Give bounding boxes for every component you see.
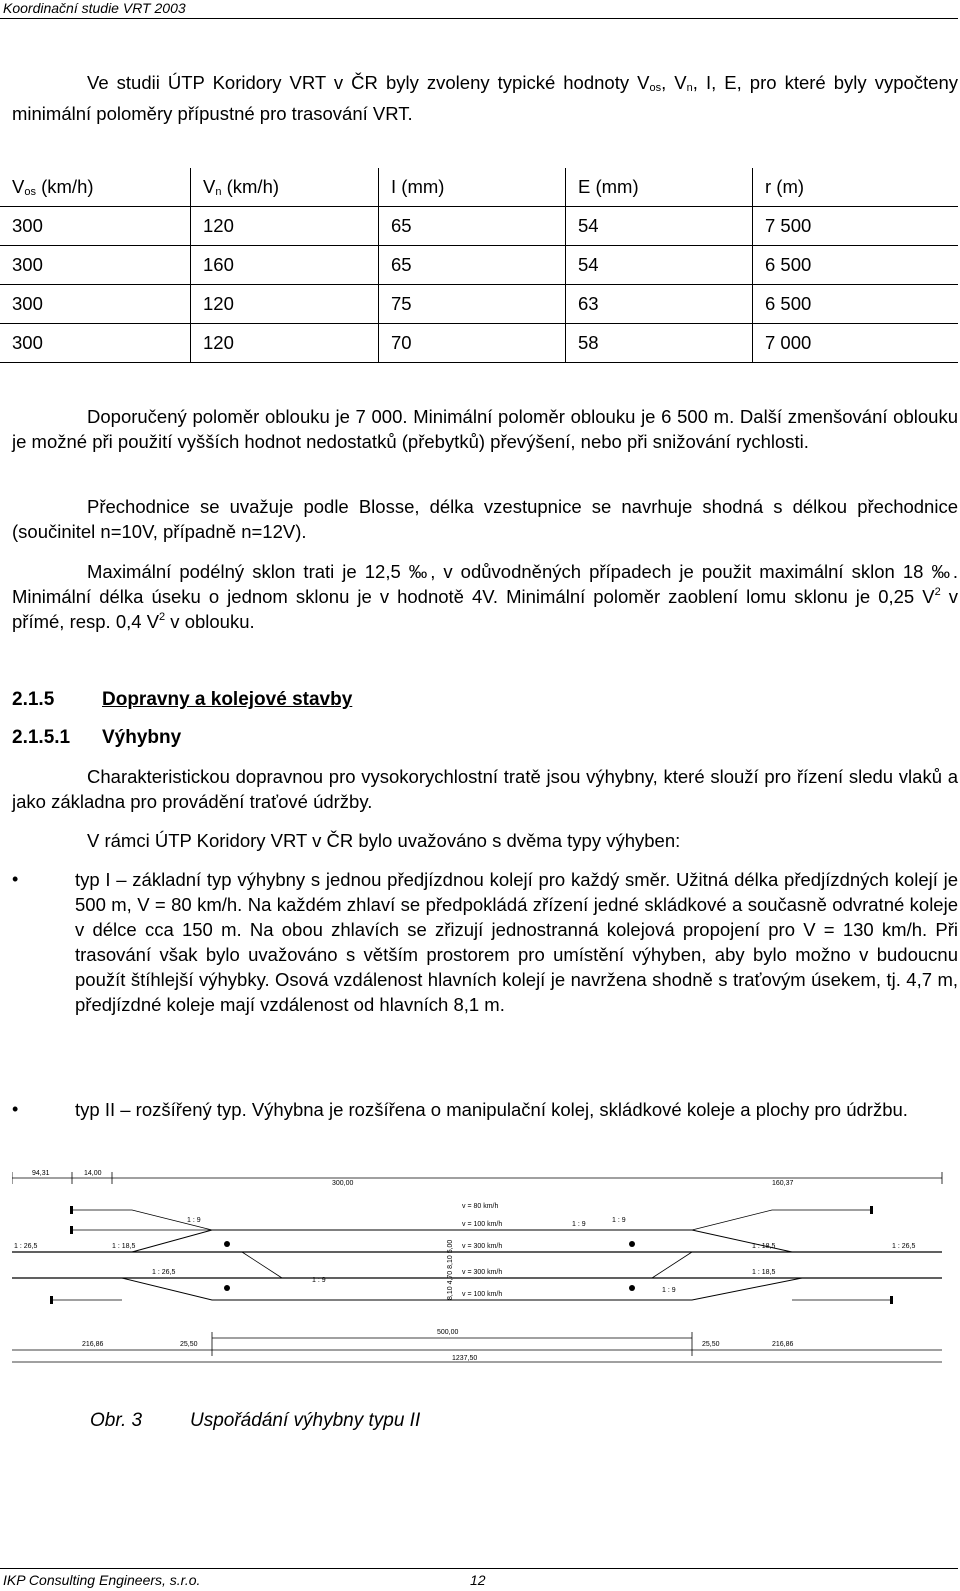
switch-ratio-label: 1 : 18,5 xyxy=(752,1269,776,1276)
header-divider xyxy=(0,18,958,19)
table-header-cell: r (m) xyxy=(753,168,959,207)
table-header-cell: $V_{os}$ (km/h) xyxy=(0,168,191,207)
table-row: 300 160 65 54 6 500 xyxy=(0,246,958,285)
parameters-table xyxy=(0,168,958,363)
dim-label: 94,31 xyxy=(32,1170,50,1177)
switch-ratio-label: 1 : 9 xyxy=(572,1221,586,1228)
speed-label: v = 300 km/h xyxy=(462,1269,503,1276)
table-row: 300 120 70 58 7 000 xyxy=(0,324,958,363)
page-number: 12 xyxy=(470,1572,486,1588)
speed-label: v = 100 km/h xyxy=(462,1291,503,1298)
page-header xyxy=(0,0,960,18)
radius-paragraph: Doporučený poloměr oblouku je 7 000. Minimální poloměr oblouku je 6 500 m. Další zmenšování oblouku je možné při použití vyšších hodnot nedostatků (přebytků) převýšení, nebo při snižování rychlosti. xyxy=(12,406,958,452)
switch-ratio-label: 1 : 9 xyxy=(612,1217,626,1224)
passing-loop-paragraph: Charakteristickou dopravnou pro vysokorychlostní tratě jsou výhybny, které slouží pro řízení sledu vlaků a jako základna pro provádění traťové údržby. xyxy=(12,766,958,812)
list-item-text: typ II – rozšířený typ. Výhybna je rozšířena o manipulační kolej, skládkové koleje a plochy pro údržbu. xyxy=(75,1099,908,1120)
footer-company: IKP Consulting Engineers, s.r.o. xyxy=(3,1572,201,1588)
bullet-icon: • xyxy=(12,869,19,889)
switch-ratio-label: 1 : 9 xyxy=(312,1277,326,1284)
table-header-cell: I (mm) xyxy=(379,168,566,207)
speed-label: v = 80 km/h xyxy=(462,1203,499,1210)
document-title: Koordinační studie VRT 2003 xyxy=(3,0,186,16)
dim-label: 25,50 xyxy=(702,1341,720,1348)
switch-ratio-label: 1 : 18,5 xyxy=(112,1243,136,1250)
dim-label: 300,00 xyxy=(332,1180,354,1187)
transition-paragraph: Přechodnice se uvažuje podle Blosse, délka vzestupnice se navrhuje shodná s délkou přechodnice (součinitel n=10V, případně n=12V). xyxy=(12,496,958,542)
gradient-paragraph: Maximální podélný sklon trati je 12,5 ‰, v odůvodněných případech je použit maximální sklon 18 ‰. Minimální délka úseku o jednom sklonu je v hodnotě 4V. Minimální poloměr zaoblení lomu sklonu je 0,25 $V^2$ v přímé, resp. 0,4 $V^2$ v oblouku. xyxy=(12,561,959,632)
dim-label: 216,86 xyxy=(82,1341,104,1348)
table-header-cell: $V_n$ (km/h) xyxy=(191,168,379,207)
dim-label: 14,00 xyxy=(84,1170,102,1177)
figure-caption-text: Uspořádání výhybny typu II xyxy=(190,1410,421,1431)
dim-label: 500,00 xyxy=(437,1329,459,1336)
types-intro-paragraph: V rámci ÚTP Koridory VRT v ČR bylo uvažováno s dvěma typy výhyben: xyxy=(87,830,681,851)
dim-label: 160,37 xyxy=(772,1180,794,1187)
dim-label: 216,86 xyxy=(772,1341,794,1348)
table-header-row xyxy=(0,168,958,207)
list-item-text: typ I – základní typ výhybny s jednou předjízdnou kolejí pro každý směr. Užitná délka předjízdných kolejí je 500 m, V = 80 km/h. Na každém zhlaví se předpokládá zřízení jedné skládkové a současně odvratné koleje v délce cca 150 m. Na obou zhlavích se zřizují jednostranná kolejová propojení pro V = 130 km/h. Při trasování však bylo uvažováno s větším prostorem pro umístění výhyben, aby bylo možno v budoucnu použít štíhlejší výhybky. Osová vzdálenost hlavních kolejí je navržena shodně s traťovým úsekem, tj. 4,7 m, předjízdné koleje mají vzdálenost od hlavních 8,1 m. xyxy=(75,869,958,1015)
track-spacing-label: 8,10 4,70 8,10 5,00 xyxy=(447,1239,454,1300)
table-row: 300 120 75 63 6 500 xyxy=(0,285,958,324)
switch-ratio-label: 1 : 26,5 xyxy=(152,1269,176,1276)
track-layout-diagram xyxy=(12,1170,952,1370)
dim-label: 1237,50 xyxy=(452,1355,478,1362)
switch-ratio-label: 1 : 9 xyxy=(662,1287,676,1294)
section-heading: 2.1.5 Dopravny a kolejové stavby xyxy=(12,689,353,710)
switch-ratio-label: 1 : 9 xyxy=(187,1217,201,1224)
table-header-cell: E (mm) xyxy=(566,168,753,207)
subsection-heading: 2.1.5.1 Výhybny xyxy=(12,727,182,748)
footer-divider xyxy=(0,1568,958,1569)
intro-paragraph: Ve studii ÚTP Koridory VRT v ČR byly zvoleny typické hodnoty $V_{os}$, $V_n$, I, E, pro které byly vypočteny minimální poloměry přípustné pro trasování VRT. xyxy=(12,72,958,124)
speed-label: v = 100 km/h xyxy=(462,1221,503,1228)
bullet-icon: • xyxy=(12,1099,19,1119)
table-row: 300 120 65 54 7 500 xyxy=(0,207,958,246)
figure-caption-number: Obr. 3 xyxy=(90,1410,143,1431)
switch-ratio-label: 1 : 26,5 xyxy=(14,1243,38,1250)
switch-ratio-label: 1 : 26,5 xyxy=(892,1243,916,1250)
switch-ratio-label: 1 : 18,5 xyxy=(752,1243,776,1250)
speed-label: v = 300 km/h xyxy=(462,1243,503,1250)
dim-label: 25,50 xyxy=(180,1341,198,1348)
